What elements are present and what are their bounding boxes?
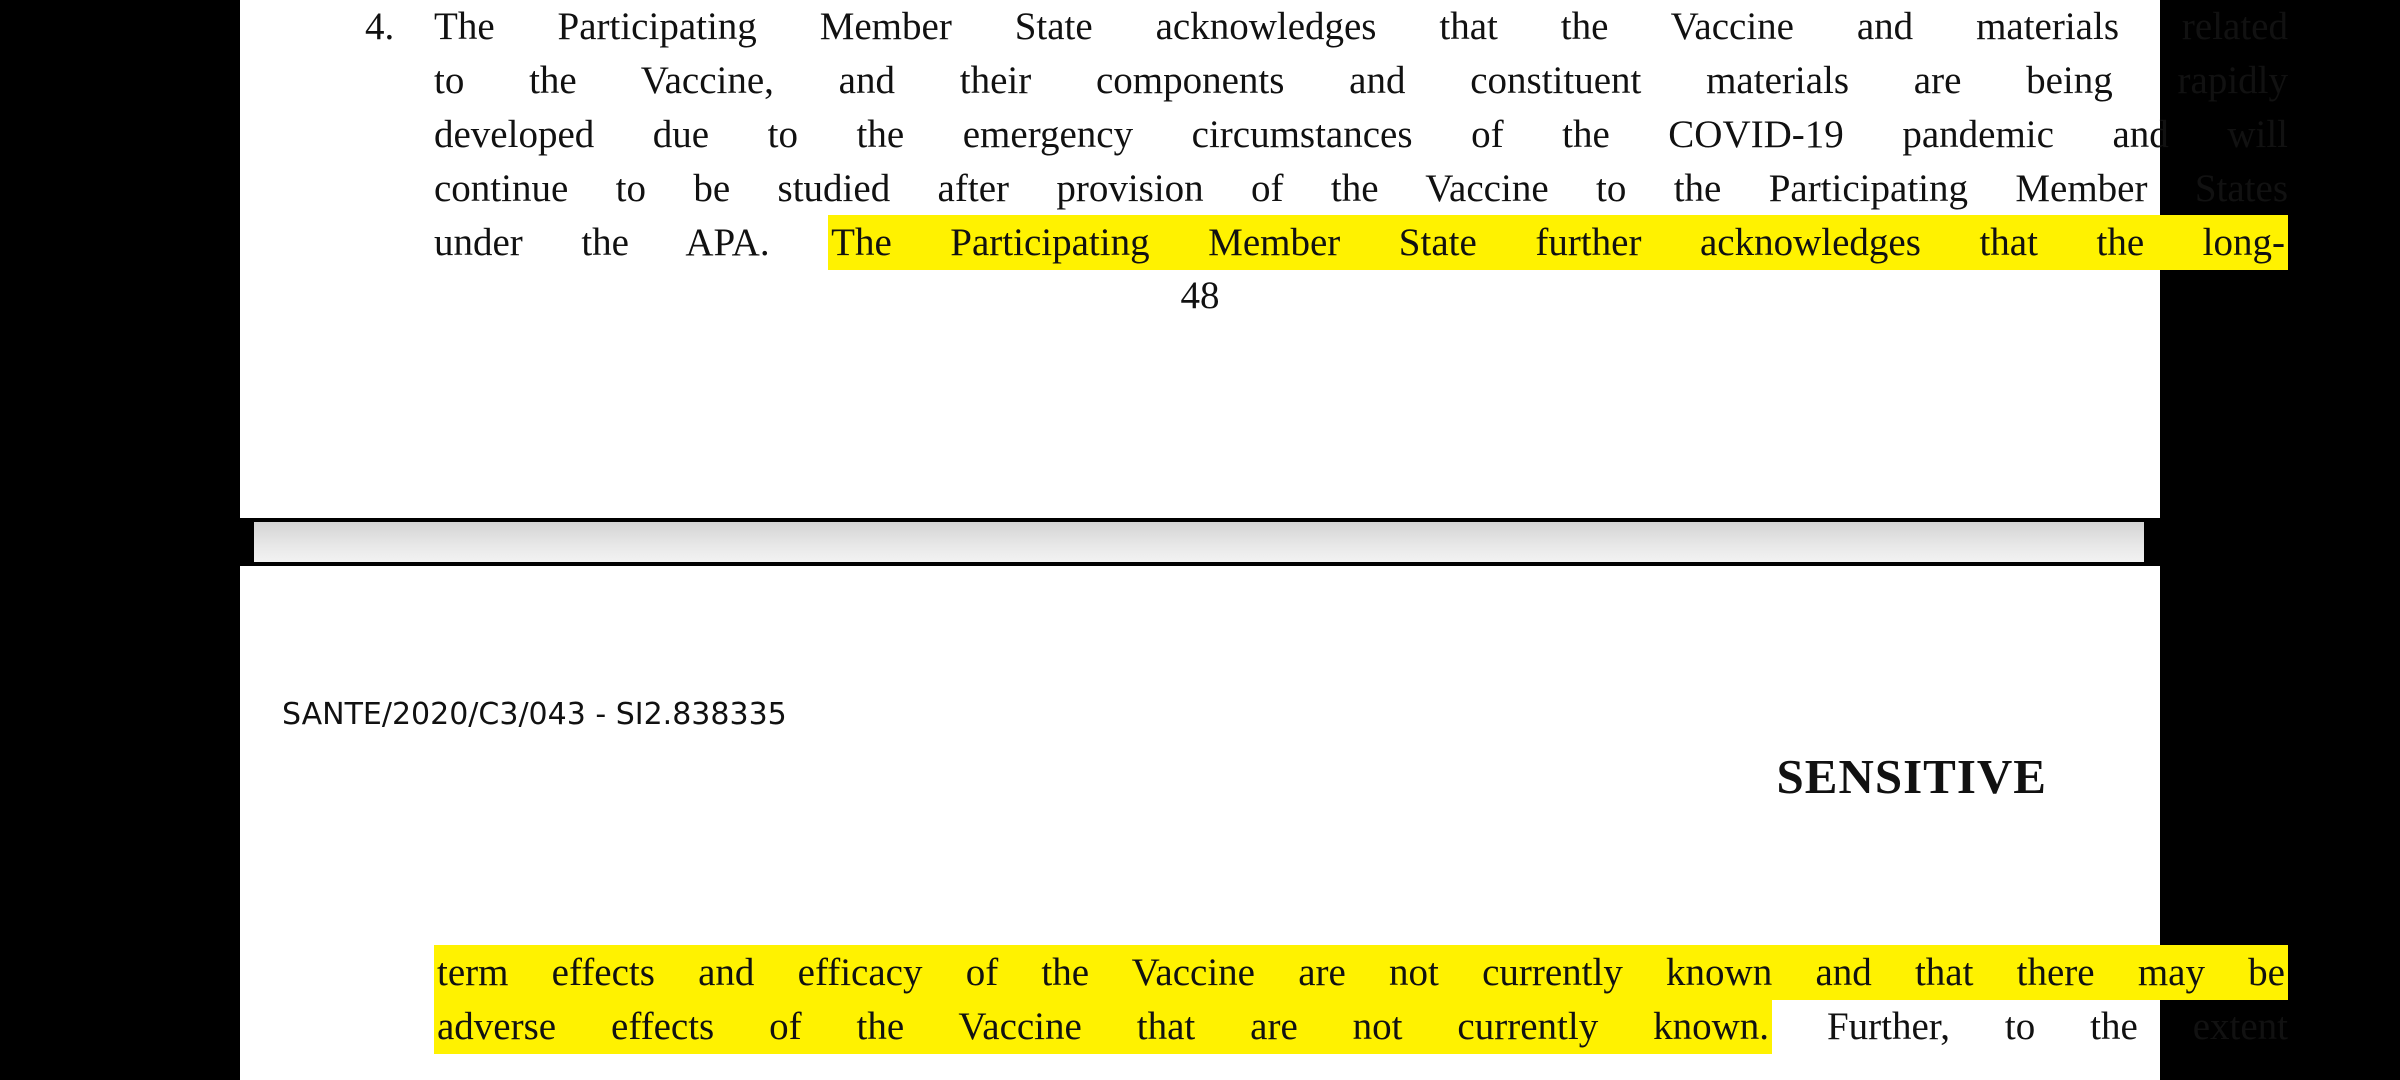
text-line: developed due to the emergency circumstances of the COVID-19 pandemic and will	[434, 113, 2288, 156]
text-line	[434, 1000, 2288, 1054]
text-segment: under the APA.	[434, 221, 829, 264]
text-line	[434, 216, 2288, 270]
document-page-48	[240, 0, 2288, 518]
document-reference: SANTE/2020/C3/043 - SI2.838335	[282, 697, 787, 732]
text-line	[434, 946, 2288, 1000]
page-separator	[254, 522, 2144, 562]
text-line: to the Vaccine, and their components and constituent materials are being rapidly	[434, 59, 2288, 102]
text-segment: Further, to the extent	[1772, 1005, 2288, 1048]
document-page-49	[240, 566, 2288, 1080]
classification-label: SENSITIVE	[1776, 749, 2047, 804]
page-number: 48	[1180, 274, 1220, 317]
text-line: The Participating Member State acknowledges that the Vaccine and materials related	[434, 5, 2288, 48]
highlighted-text: The Participating Member State further acknowledges that the long-	[828, 215, 2288, 270]
highlighted-text: adverse effects of the Vaccine that are not currently known.	[434, 999, 1772, 1054]
text-line: continue to be studied after provision of the Vaccine to the Participating Member States	[434, 167, 2288, 210]
paragraph-number: 4.	[365, 5, 395, 48]
highlighted-text: term effects and efficacy of the Vaccine are not currently known and that there may be	[434, 945, 2288, 1000]
